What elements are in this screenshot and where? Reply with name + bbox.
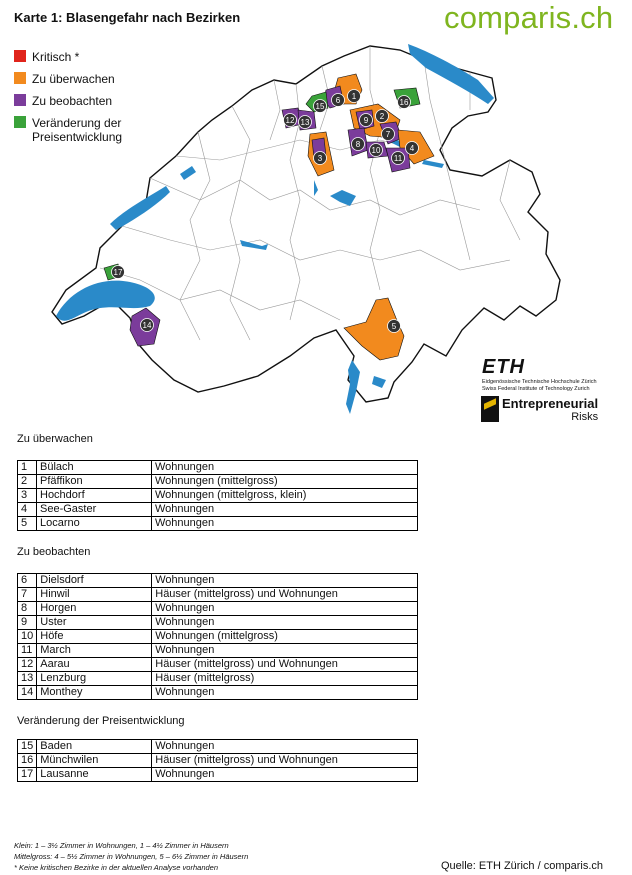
legend-item-beobachten — [14, 94, 142, 108]
legend-label: Veränderung der Preisentwicklung — [32, 116, 123, 144]
table-row — [18, 489, 418, 503]
row-number: 13 — [18, 672, 37, 686]
table-row — [18, 503, 418, 517]
footnote-kritisch: * Keine kritischen Bezirke in der aktuellen Analyse vorhanden — [14, 863, 219, 872]
legend-label: Kritisch * — [32, 50, 80, 64]
section-title-beobachten: Zu beobachten — [17, 546, 91, 558]
eth-logo — [482, 356, 597, 393]
district-name: March — [37, 644, 152, 658]
marker-label: 6 — [335, 96, 341, 105]
district-marker — [314, 152, 327, 165]
table-row — [18, 658, 418, 672]
district-name: Uster — [37, 616, 152, 630]
district-name: Dielsdorf — [37, 574, 152, 588]
district-name: Bülach — [37, 461, 152, 475]
table-row — [18, 616, 418, 630]
marker-label: 9 — [363, 116, 369, 125]
property-type: Wohnungen — [152, 686, 418, 700]
section-title-veraenderung: Veränderung der Preisentwicklung — [17, 715, 185, 727]
marker-label: 1 — [351, 92, 357, 101]
row-number: 14 — [18, 686, 37, 700]
legend-swatch — [14, 50, 26, 62]
marker-label: 2 — [379, 112, 385, 121]
table-row — [18, 574, 418, 588]
district-marker — [398, 96, 411, 109]
legend-swatch — [14, 94, 26, 106]
property-type: Häuser (mittelgross) und Wohnungen — [152, 754, 418, 768]
legend-swatch — [14, 116, 26, 128]
row-number: 4 — [18, 503, 37, 517]
source-note: Quelle: ETH Zürich / comparis.ch — [441, 860, 603, 872]
district-name: Baden — [37, 740, 152, 754]
table-row — [18, 602, 418, 616]
property-type: Wohnungen (mittelgross) — [152, 475, 418, 489]
row-number: 2 — [18, 475, 37, 489]
table-row — [18, 588, 418, 602]
district-name: Hochdorf — [37, 489, 152, 503]
district-marker — [382, 128, 395, 141]
footnote-mittelgross: Mittelgross: 4 – 5½ Zimmer in Wohnungen, 5 – 6½ Zimmer in Häusern — [14, 852, 249, 861]
map-title: Karte 1: Blasengefahr nach Bezirken — [14, 10, 241, 25]
row-number: 9 — [18, 616, 37, 630]
district-marker — [112, 266, 125, 279]
district-marker — [348, 90, 361, 103]
marker-label: 11 — [393, 154, 403, 163]
legend-label: Zu überwachen — [32, 72, 115, 86]
row-number: 1 — [18, 461, 37, 475]
table-row — [18, 517, 418, 531]
marker-label: 14 — [142, 321, 152, 330]
row-number: 11 — [18, 644, 37, 658]
row-number: 10 — [18, 630, 37, 644]
table-row — [18, 644, 418, 658]
row-number: 12 — [18, 658, 37, 672]
marker-label: 15 — [315, 102, 325, 111]
comparis-logo: comparis.ch — [444, 0, 614, 35]
district-marker — [360, 114, 373, 127]
table-ueberwachen — [17, 460, 418, 531]
property-type: Häuser (mittelgross) und Wohnungen — [152, 588, 418, 602]
district-marker — [406, 142, 419, 155]
footnote-klein: Klein: 1 – 3½ Zimmer in Wohnungen, 1 – 4½ Zimmer in Häusern — [14, 841, 229, 850]
table-row — [18, 630, 418, 644]
district-name: Lenzburg — [37, 672, 152, 686]
property-type: Wohnungen — [152, 517, 418, 531]
property-type: Wohnungen — [152, 768, 418, 782]
property-type: Häuser (mittelgross) und Wohnungen — [152, 658, 418, 672]
row-number: 3 — [18, 489, 37, 503]
table-row — [18, 461, 418, 475]
property-type: Wohnungen — [152, 461, 418, 475]
district-name: Hinwil — [37, 588, 152, 602]
table-row — [18, 754, 418, 768]
district-name: Locarno — [37, 517, 152, 531]
marker-label: 3 — [317, 154, 323, 163]
district-name: Lausanne — [37, 768, 152, 782]
property-type: Wohnungen — [152, 644, 418, 658]
eth-line-2: Swiss Federal Institute of Technology Zurich — [482, 386, 590, 392]
district-name: Pfäffikon — [37, 475, 152, 489]
row-number: 17 — [18, 768, 37, 782]
table-row — [18, 475, 418, 489]
row-number: 16 — [18, 754, 37, 768]
legend-item-veraenderung — [14, 116, 142, 144]
property-type: Wohnungen — [152, 503, 418, 517]
table-veraenderung — [17, 739, 418, 782]
table-row — [18, 672, 418, 686]
district-name: Aarau — [37, 658, 152, 672]
district-marker — [352, 138, 365, 151]
district-name: Höfe — [37, 630, 152, 644]
district-marker — [392, 152, 405, 165]
property-type: Wohnungen — [152, 740, 418, 754]
marker-label: 17 — [113, 268, 123, 277]
er-line-2: Risks — [571, 411, 599, 423]
entrepreneurial-risks-logo — [481, 396, 598, 424]
row-number: 8 — [18, 602, 37, 616]
district-name: Münchwilen — [37, 754, 152, 768]
district-marker — [370, 144, 383, 157]
eth-line-1: Eidgenössische Technische Hochschule Zürich — [482, 379, 597, 385]
footnotes — [14, 840, 248, 873]
property-type: Wohnungen (mittelgross) — [152, 630, 418, 644]
legend-label: Zu beobachten — [32, 94, 113, 108]
property-type: Wohnungen — [152, 602, 418, 616]
property-type: Wohnungen — [152, 574, 418, 588]
eth-wordmark: ETH — [482, 356, 525, 378]
table-row — [18, 686, 418, 700]
district-marker — [314, 100, 327, 113]
district-name: Horgen — [37, 602, 152, 616]
er-line-1: Entrepreneurial — [502, 396, 599, 411]
marker-label: 12 — [285, 116, 295, 125]
section-title-ueberwachen: Zu überwachen — [17, 433, 93, 445]
property-type: Wohnungen — [152, 616, 418, 630]
legend-item-ueberwachen — [14, 72, 142, 86]
legend — [14, 50, 142, 152]
district-name: Monthey — [37, 686, 152, 700]
district-marker — [376, 110, 389, 123]
table-row — [18, 768, 418, 782]
marker-label: 8 — [355, 140, 361, 149]
marker-label: 16 — [399, 98, 409, 107]
er-mark-icon — [481, 396, 499, 422]
legend-swatch — [14, 72, 26, 84]
table-row — [18, 740, 418, 754]
district-marker — [388, 320, 401, 333]
legend-item-kritisch — [14, 50, 142, 64]
district-name: See-Gaster — [37, 503, 152, 517]
district-marker — [284, 114, 297, 127]
district-marker — [332, 94, 345, 107]
marker-label: 5 — [391, 322, 397, 331]
district-marker — [141, 319, 154, 332]
marker-label: 10 — [371, 146, 381, 155]
row-number: 5 — [18, 517, 37, 531]
district-marker — [299, 116, 312, 129]
row-number: 7 — [18, 588, 37, 602]
marker-label: 4 — [409, 144, 415, 153]
property-type: Wohnungen (mittelgross, klein) — [152, 489, 418, 503]
marker-label: 13 — [300, 118, 310, 127]
property-type: Häuser (mittelgross) — [152, 672, 418, 686]
row-number: 15 — [18, 740, 37, 754]
marker-label: 7 — [385, 130, 391, 139]
row-number: 6 — [18, 574, 37, 588]
table-beobachten — [17, 573, 418, 700]
